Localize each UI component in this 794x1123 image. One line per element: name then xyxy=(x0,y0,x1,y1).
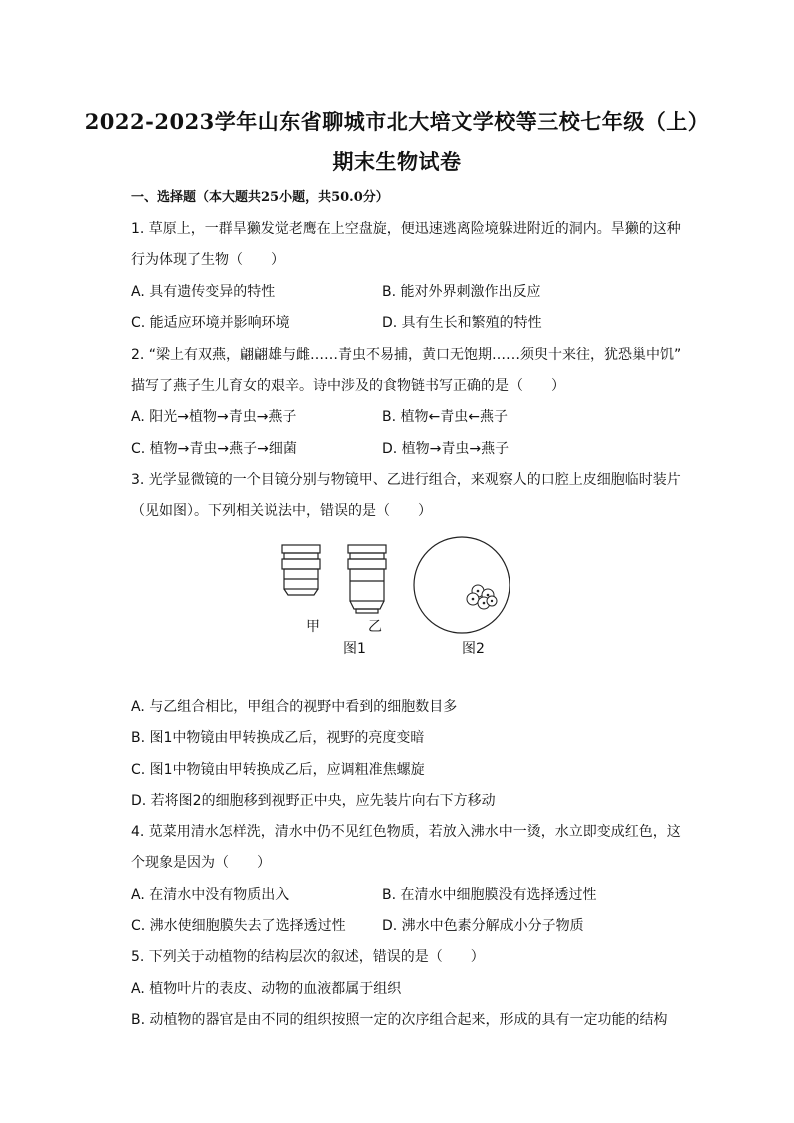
question-3-option-d: D. 若将图2的细胞移到视野正中央，应先装片向右下方移动 xyxy=(131,793,496,809)
question-2-line-2: 描写了燕子生儿育女的艰辛。诗中涉及的食物链书写正确的是（ ） xyxy=(131,378,565,394)
question-5-line-1: 5. 下列关于动植物的结构层次的叙述，错误的是（ ） xyxy=(131,949,485,965)
question-3-option-b: B. 图1中物镜由甲转换成乙后，视野的亮度变暗 xyxy=(131,730,425,746)
question-1-option-a: A. 具有遗传变异的特性 xyxy=(131,284,276,300)
figure-caption-2: 图2 xyxy=(462,641,485,657)
question-3-option-c: C. 图1中物镜由甲转换成乙后，应调粗准焦螺旋 xyxy=(131,762,425,778)
exam-title-line1: 2022-2023学年山东省聊城市北大培文学校等三校七年级（上） xyxy=(84,109,710,134)
section-header: 一、选择题（本大题共25小题，共50.0分） xyxy=(131,190,389,205)
question-3-line-2: （见如图）。下列相关说法中，错误的是（ ） xyxy=(131,503,432,519)
figure-label-yi: 乙 xyxy=(368,619,382,635)
question-2-option-d: D. 植物→青虫→燕子 xyxy=(382,441,510,457)
objective-jia-icon xyxy=(282,545,320,595)
objective-yi-icon xyxy=(348,545,386,613)
question-4-option-a: A. 在清水中没有物质出入 xyxy=(131,887,290,903)
question-1-option-b: B. 能对外界刺激作出反应 xyxy=(382,284,541,300)
question-5-option-a: A. 植物叶片的表皮、动物的血液都属于组织 xyxy=(131,981,402,997)
question-4-option-d: D. 沸水中色素分解成小分子物质 xyxy=(382,918,584,934)
question-2-option-c: C. 植物→青虫→燕子→细菌 xyxy=(131,441,297,457)
question-4-line-1: 4. 苋菜用清水怎样洗，清水中仍不见红色物质，若放入沸水中一烫，水立即变成红色，这 xyxy=(131,824,681,840)
question-2-option-a: A. 阳光→植物→青虫→燕子 xyxy=(131,409,297,425)
exam-title-line2: 期末生物试卷 xyxy=(332,149,462,174)
question-1-option-d: D. 具有生长和繁殖的特性 xyxy=(382,315,542,331)
question-4-option-c: C. 沸水使细胞膜失去了选择透过性 xyxy=(131,918,346,934)
question-4-line-2: 个现象是因为（ ） xyxy=(131,855,271,871)
field-of-view-icon xyxy=(414,537,510,633)
figure-label-jia: 甲 xyxy=(306,619,320,635)
question-1-line-2: 行为体现了生物（ ） xyxy=(131,252,285,268)
question-2-line-1: 2. “梁上有双燕，翩翩雄与雌……青虫不易捕，黄口无饱期……须臾十来往，犹恐巢中饥” xyxy=(131,347,682,363)
question-4-option-b: B. 在清水中细胞膜没有选择透过性 xyxy=(382,887,597,903)
question-3-option-a: A. 与乙组合相比，甲组合的视野中看到的细胞数目多 xyxy=(131,699,458,715)
question-1-line-1: 1. 草原上，一群旱獭发觉老鹰在上空盘旋，便迅速逃离险境躲进附近的洞内。旱獭的这种 xyxy=(131,221,681,237)
question-3-line-1: 3. 光学显微镜的一个目镜分别与物镜甲、乙进行组合，来观察人的口腔上皮细胞临时装片 xyxy=(131,472,681,488)
question-2-option-b: B. 植物←青虫←燕子 xyxy=(382,409,508,425)
question-5-option-b: B. 动植物的器官是由不同的组织按照一定的次序组合起来，形成的具有一定功能的结构 xyxy=(131,1012,668,1028)
figure-caption-1: 图1 xyxy=(343,641,366,657)
question-1-option-c: C. 能适应环境并影响环境 xyxy=(131,315,290,331)
